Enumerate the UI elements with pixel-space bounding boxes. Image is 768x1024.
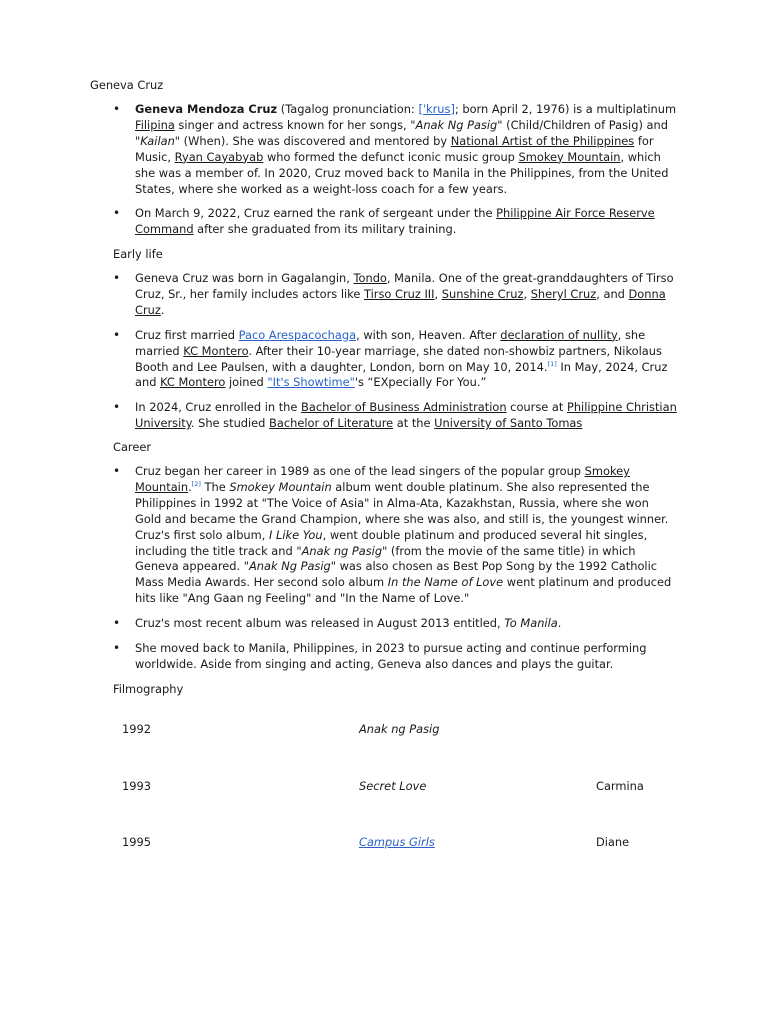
reference-1[interactable]: [1] <box>547 359 557 368</box>
career-list <box>113 464 678 682</box>
text: Cruz's most recent album was released in August 2013 entitled, <box>135 616 505 631</box>
table-row <box>122 779 722 795</box>
text: , and <box>596 286 629 301</box>
intro-list <box>113 102 678 247</box>
ust-link[interactable]: University of Santo Tomas <box>434 416 583 431</box>
ipa-link[interactable]: [ˈkrus] <box>418 102 455 116</box>
film-year: 1992 <box>122 722 151 736</box>
text: . <box>160 302 165 317</box>
subject-name: Geneva Mendoza Cruz <box>135 102 278 116</box>
film-title: Secret Love <box>359 779 427 793</box>
early-life-list <box>113 271 678 441</box>
text: In May, 2024, Cruz and <box>135 359 668 390</box>
filmography-heading: Filmography <box>113 682 184 696</box>
film-title: Anak ng Pasig <box>359 722 440 736</box>
table-row <box>122 835 722 851</box>
album-title: Smokey Mountain <box>229 479 332 494</box>
text: , went double platinum and produced several hit singles, including the title track and <box>135 527 648 558</box>
tondo-link[interactable]: Tondo <box>353 271 387 285</box>
campus-girls-link[interactable]: Campus Girls <box>359 835 435 849</box>
document-title: Geneva Cruz <box>90 78 164 92</box>
list-item <box>113 271 678 319</box>
tirso-cruz-link[interactable]: Tirso Cruz III <box>364 286 435 301</box>
national-artist-link[interactable]: National Artist of the Philippines <box>450 133 635 148</box>
text: The <box>200 479 230 494</box>
kc-montero-link[interactable]: KC Montero <box>183 343 249 358</box>
film-year: 1995 <box>122 835 151 849</box>
song-title: "Anak Ng Pasig" <box>243 559 336 574</box>
song-title: "Anak Ng Pasig" <box>410 117 503 132</box>
text: went platinum and produced hits like "Ang Gaan ng Feeling" and "In the Name of Love." <box>135 575 672 606</box>
film-role: Diane <box>596 835 630 849</box>
text: . She studied <box>190 416 270 431</box>
donna-cruz-link[interactable]: Donna Cruz <box>135 286 666 317</box>
text: course at <box>506 400 567 415</box>
text: , which she was a member of. In 2020, Cruz moved back to Manila in the Philippines, from the United States, where she worked as a weight-loss coach for a few years. <box>135 149 669 196</box>
text: who formed the defunct iconic music group <box>263 149 519 164</box>
text: ; born April 2, 1976) is a multiplatinum <box>454 102 677 116</box>
text: at the <box>393 416 435 431</box>
table-row <box>122 722 722 738</box>
text: 's “EXpecially For You.” <box>354 375 487 390</box>
early-life-heading: Early life <box>113 247 163 261</box>
text: , with son, Heaven. After <box>356 327 501 342</box>
text: , she married <box>135 327 646 358</box>
text: . After their 10-year marriage, she dated non-showbiz partners, Nikolaus Booth and Lee Paulsen, with a daughter, London, born on May 10, 2014. <box>135 343 662 374</box>
text: . <box>188 479 192 494</box>
pafr-link[interactable]: Philippine Air Force Reserve Command <box>135 206 655 237</box>
text: She moved back to Manila, Philippines, in 2023 to pursue acting and continue performing worldwide. Aside from singing and acting, Geneva also dances and plays the guitar. <box>135 641 647 671</box>
career-heading: Career <box>113 440 152 454</box>
paco-link[interactable]: Paco Arespacochaga <box>238 327 357 342</box>
nullity-link[interactable]: declaration of nullity <box>500 327 618 342</box>
text: after she graduated from its military training. <box>193 222 457 237</box>
song-title: "Anak ng Pasig" <box>296 543 388 558</box>
text: . <box>557 616 562 631</box>
filipina-link[interactable]: Filipina <box>135 117 175 132</box>
text: (Tagalog pronunciation: <box>277 102 419 116</box>
list-item <box>113 328 678 392</box>
text: Cruz began her career in 1989 as one of the lead singers of the popular group <box>135 464 585 478</box>
text: singer and actress known for her songs, <box>174 117 411 132</box>
film-year: 1993 <box>122 779 151 793</box>
showtime-link[interactable]: "It's Showtime" <box>267 375 355 390</box>
ryan-cayabyab-link[interactable]: Ryan Cayabyab <box>174 149 264 164</box>
smokey-mountain-link[interactable]: Smokey Mountain <box>135 464 630 494</box>
list-item <box>113 464 678 607</box>
smokey-mountain-link[interactable]: Smokey Mountain <box>518 149 621 164</box>
text: album went double platinum. She also represented the Philippines in 1992 at "The Voice of Asia" in Alma-Ata, Kazakhstan, Russia, where she won Gold and became the Grand Champion, where she was also, and still is, the youngest winner. Cruz's first solo album, <box>135 479 669 542</box>
text: joined <box>225 375 268 390</box>
text: Cruz first married <box>135 327 239 342</box>
list-item <box>113 641 678 673</box>
text: was also chosen as Best Pop Song by the 1992 Catholic Mass Media Awards. Her second solo album <box>135 559 658 590</box>
album-title: To Manila <box>504 616 558 631</box>
text: In 2024, Cruz enrolled in the <box>135 400 302 415</box>
list-item <box>113 206 678 238</box>
sheryl-cruz-link[interactable]: Sheryl Cruz <box>530 286 597 301</box>
album-title: In the Name of Love <box>387 575 504 590</box>
text: On March 9, 2022, Cruz earned the rank of sergeant under the <box>135 206 497 221</box>
album-title: I Like You <box>269 527 323 542</box>
song-title: "Kailan" <box>135 133 181 148</box>
text: for Music, <box>135 133 654 164</box>
list-item <box>113 616 678 632</box>
text: (Child/Children of Pasig) and <box>502 117 668 132</box>
text: , <box>523 286 531 301</box>
sunshine-cruz-link[interactable]: Sunshine Cruz <box>441 286 524 301</box>
text: (When). She was discovered and mentored by <box>180 133 451 148</box>
reference-2[interactable]: [2] <box>191 480 201 489</box>
kc-montero-link[interactable]: KC Montero <box>160 375 226 390</box>
bba-link[interactable]: Bachelor of Business Administration <box>301 400 507 415</box>
list-item <box>113 102 678 197</box>
text: (from the movie of the same title) in which Geneva appeared. <box>135 543 636 574</box>
literature-link[interactable]: Bachelor of Literature <box>269 416 394 431</box>
text: Geneva Cruz was born in Gagalangin, <box>135 271 354 285</box>
text: , Manila. One of the great-granddaughters of Tirso Cruz, Sr., her family includes actors like <box>135 271 674 301</box>
list-item <box>113 400 678 432</box>
film-role: Carmina <box>596 779 644 793</box>
pcu-link[interactable]: Philippine Christian University <box>135 400 677 431</box>
text: , <box>434 286 442 301</box>
